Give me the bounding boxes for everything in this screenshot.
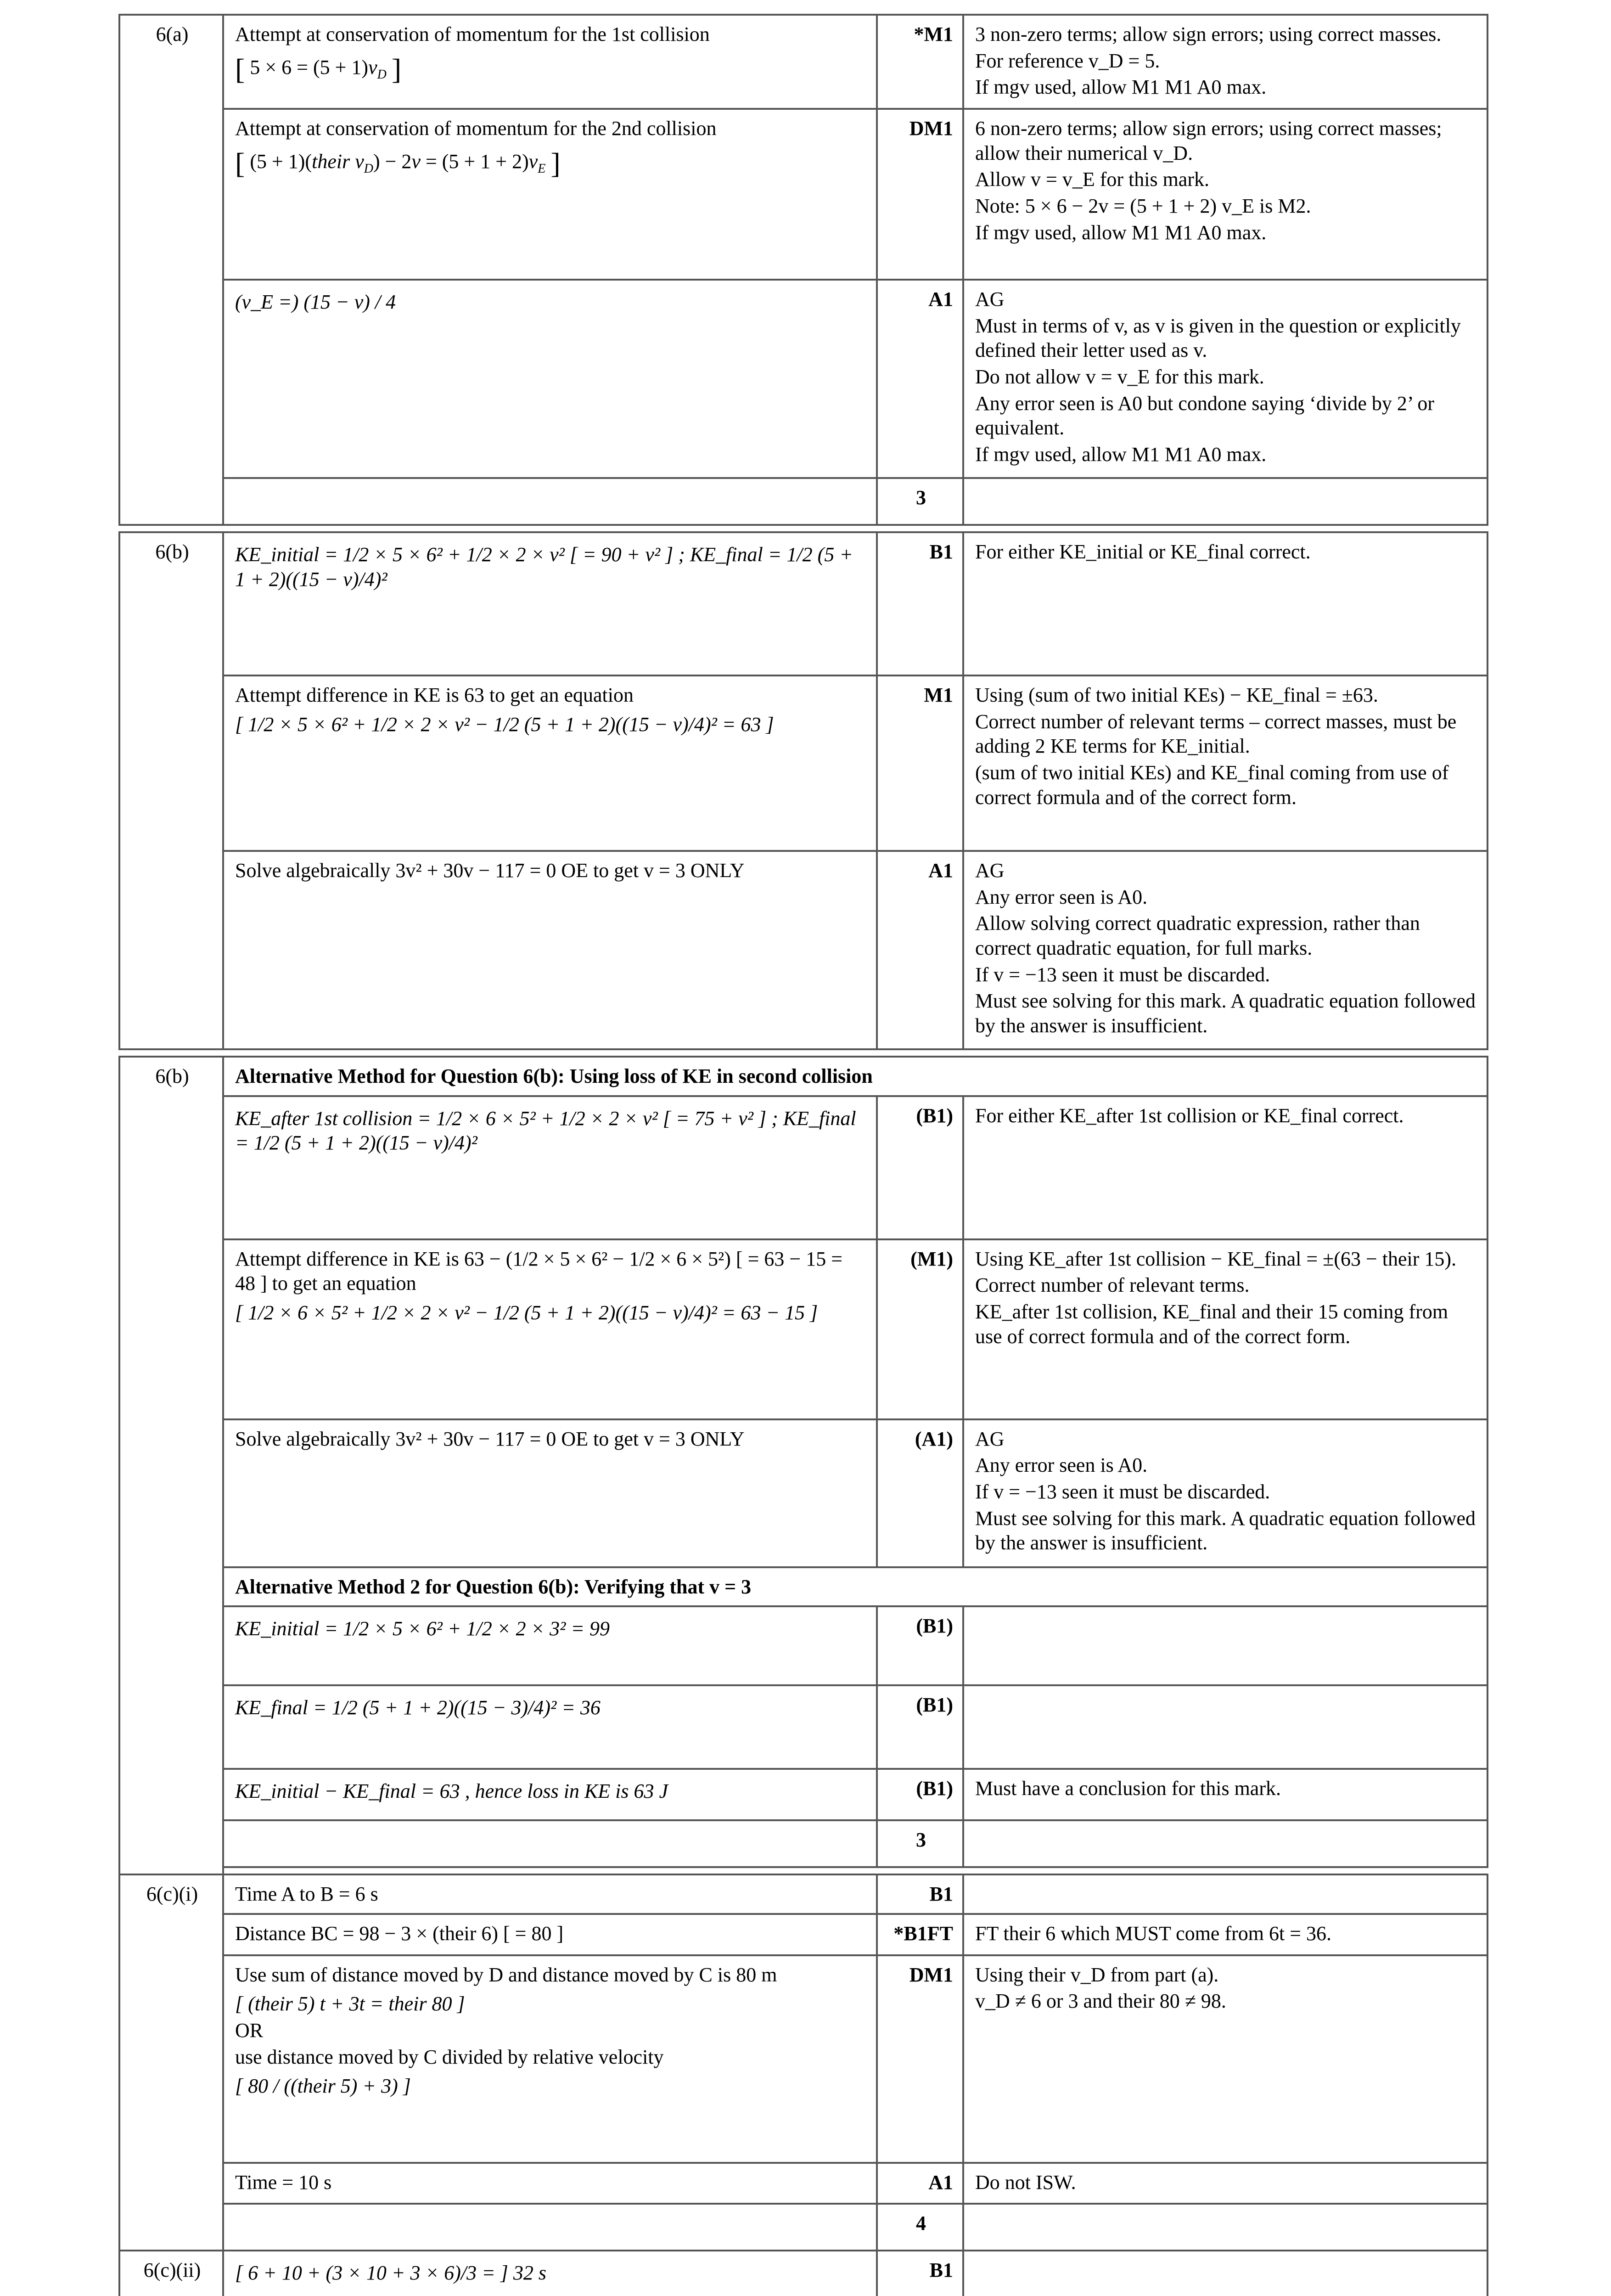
question-label: 6(c)(i): [119, 1874, 223, 2251]
total-cell: 4: [877, 2204, 963, 2251]
answer-text: Attempt difference in KE is 63 to get an equation: [235, 684, 634, 707]
answer-cell: [223, 1096, 877, 1239]
guidance-line: Must see solving for this mark. A quadratic equation followed by the answer is insufficient.: [975, 990, 1476, 1037]
guidance-line: v_D ≠ 6 or 3 and their 80 ≠ 98.: [975, 1990, 1226, 2013]
mark-cell: (A1): [877, 1419, 963, 1567]
answer-math: [ 1/2 × 6 × 5² + 1/2 × 2 × v² − 1/2 (5 + 1 + 2)((15 − v)/4)² = 63 − 15 ]: [235, 1301, 818, 1324]
guidance-line: Allow solving correct quadratic expression, rather than correct quadratic equation, for full marks.: [975, 912, 1420, 960]
guidance-cell: [963, 2204, 1488, 2251]
answer-math: [ (their 5) t + 3t = their 80 ]: [235, 1992, 465, 2015]
table-row: [119, 1239, 1488, 1419]
answer-math: KE_final = 1/2 (5 + 1 + 2)((15 − 3)/4)² = 36: [235, 1696, 601, 1719]
mark-cell: DM1: [877, 1955, 963, 2163]
guidance-line: Allow v = v_E for this mark.: [975, 168, 1209, 191]
guidance-line: Must have a conclusion for this mark.: [975, 1777, 1281, 1800]
guidance-line: Using KE_after 1st collision − KE_final = ±(63 − their 15).: [975, 1247, 1457, 1270]
question-label: 6(c)(ii): [119, 2251, 223, 2296]
guidance-cell: [963, 1419, 1488, 1567]
table-row: [119, 1057, 1488, 1096]
table-row: [119, 1769, 1488, 1820]
guidance-line: Correct number of relevant terms – correct masses, must be adding 2 KE terms for KE_initial.: [975, 710, 1457, 758]
answer-text: Use sum of distance moved by D and distance moved by C is 80 m: [235, 1963, 777, 1986]
guidance-line: If mgv used, allow M1 M1 A0 max.: [975, 76, 1267, 99]
answer-cell: [223, 1606, 877, 1685]
answer-cell: [223, 1685, 877, 1769]
mark-cell: (B1): [877, 1769, 963, 1820]
guidance-cell: [963, 1874, 1488, 1914]
answer-cell: [223, 15, 877, 109]
guidance-cell: [963, 532, 1488, 675]
mark-cell: *M1: [877, 15, 963, 109]
mark-cell: DM1: [877, 109, 963, 280]
guidance-line: AG: [975, 288, 1005, 311]
guidance-line: FT their 6 which MUST come from 6t = 36.: [975, 1922, 1332, 1945]
answer-math: [ $5 \times 6 = (5 + 1)v_D$ ]: [235, 52, 402, 85]
table-row: [119, 1820, 1488, 1867]
answer-cell: [223, 532, 877, 675]
mark-cell: (B1): [877, 1606, 963, 1685]
table-row: [119, 109, 1488, 280]
answer-cell: Distance BC = 98 − 3 × (their 6) [ = 80 ]: [223, 1914, 877, 1955]
answer-or: OR: [235, 2019, 264, 2042]
guidance-cell: [963, 15, 1488, 109]
guidance-line: If mgv used, allow M1 M1 A0 max.: [975, 221, 1267, 244]
table-row: [119, 1685, 1488, 1769]
answer-text: use distance moved by C divided by relative velocity: [235, 2045, 664, 2068]
table-row: [119, 1419, 1488, 1567]
table-row: [119, 1874, 1488, 1914]
guidance-line: (sum of two initial KEs) and KE_final coming from use of correct formula and of the correct form.: [975, 761, 1449, 809]
mark-cell: (M1): [877, 1239, 963, 1419]
question-label: 6(b): [119, 1057, 223, 1874]
answer-math: KE_initial = 1/2 × 5 × 6² + 1/2 × 2 × v² [ = 90 + v² ] ; KE_final = 1/2 (5 + 1 + 2)((15 − v)/4)²: [235, 543, 853, 591]
mark-cell: (B1): [877, 1685, 963, 1769]
total-cell: 3: [877, 1820, 963, 1867]
guidance-cell: [963, 1096, 1488, 1239]
mark-cell: A1: [877, 280, 963, 478]
guidance-cell: [963, 851, 1488, 1049]
guidance-line: For reference v_D = 5.: [975, 49, 1160, 72]
guidance-cell: [963, 1769, 1488, 1820]
question-label: 6(a): [119, 15, 223, 525]
guidance-cell: [963, 109, 1488, 280]
guidance-line: For either KE_after 1st collision or KE_final correct.: [975, 1104, 1404, 1127]
guidance-cell: [963, 1914, 1488, 1955]
mark-cell: B1: [877, 532, 963, 675]
table-row: [119, 2251, 1488, 2296]
answer-cell: [223, 280, 877, 478]
table-row: [119, 15, 1488, 109]
answer-cell: Time = 10 s: [223, 2163, 877, 2204]
guidance-line: Any error seen is A0 but condone saying ‘divide by 2’ or equivalent.: [975, 392, 1434, 439]
table-row: [119, 280, 1488, 478]
answer-cell: [223, 478, 877, 525]
table-row: [119, 1914, 1488, 1955]
guidance-cell: [963, 478, 1488, 525]
table-row: [119, 478, 1488, 525]
answer-text: Attempt difference in KE is 63 − (1/2 × 5 × 6² − 1/2 × 6 × 5²) [ = 63 − 15 = 48 ] to get an equation: [235, 1247, 843, 1295]
answer-text: Solve algebraically 3v² + 30v − 117 = 0 OE to get v = 3 ONLY: [235, 859, 745, 882]
guidance-cell: [963, 1820, 1488, 1867]
table-row: [119, 1955, 1488, 2163]
guidance-cell: [963, 675, 1488, 851]
guidance-cell: [963, 1955, 1488, 2163]
answer-math: KE_initial − KE_final = 63 , hence loss in KE is 63 J: [235, 1780, 668, 1803]
answer-math: KE_initial = 1/2 × 5 × 6² + 1/2 × 2 × 3² = 99: [235, 1617, 610, 1640]
guidance-line: Any error seen is A0.: [975, 885, 1148, 908]
mark-cell: A1: [877, 851, 963, 1049]
answer-cell: [223, 2204, 877, 2251]
mark-scheme-table: [118, 14, 1488, 2296]
answer-math: [ (5 + 1)(their $v_D) - 2v = (5 + 1 + 2)v_E$ ]: [235, 146, 561, 180]
mark-cell: B1: [877, 1874, 963, 1914]
guidance-line: If mgv used, allow M1 M1 A0 max.: [975, 443, 1267, 466]
mark-scheme-page: [118, 14, 1487, 2296]
answer-cell: [223, 675, 877, 851]
answer-math: KE_after 1st collision = 1/2 × 6 × 5² + 1/2 × 2 × v² [ = 75 + v² ] ; KE_final = 1/2 (5 + 1 + 2)((15 − v)/4)²: [235, 1107, 856, 1154]
question-label: 6(b): [119, 532, 223, 1049]
answer-math: [ 6 + 10 + (3 × 10 + 3 × 6)/3 = ] 32 s: [235, 2262, 547, 2285]
guidance-line: 3 non-zero terms; allow sign errors; using correct masses.: [975, 23, 1442, 45]
answer-text: Attempt at conservation of momentum for the 2nd collision: [235, 117, 717, 140]
guidance-line: If v = −13 seen it must be discarded.: [975, 963, 1270, 986]
guidance-cell: [963, 2163, 1488, 2204]
table-row: [119, 851, 1488, 1049]
table-row: [119, 1567, 1488, 1607]
guidance-line: AG: [975, 859, 1005, 882]
guidance-line: Any error seen is A0.: [975, 1454, 1148, 1477]
mark-cell: M1: [877, 675, 963, 851]
answer-math: [ 1/2 × 5 × 6² + 1/2 × 2 × v² − 1/2 (5 + 1 + 2)((15 − v)/4)² = 63 ]: [235, 713, 774, 736]
mark-cell: B1: [877, 2251, 963, 2296]
guidance-line: If v = −13 seen it must be discarded.: [975, 1480, 1270, 1503]
guidance-line: For either KE_initial or KE_final correct.: [975, 540, 1311, 563]
guidance-line: Correct number of relevant terms.: [975, 1274, 1250, 1297]
table-row: [119, 1606, 1488, 1685]
table-row: [119, 1096, 1488, 1239]
guidance-line: KE_after 1st collision, KE_final and their 15 coming from use of correct formula and of the correct form.: [975, 1300, 1448, 1348]
guidance-line: AG: [975, 1427, 1005, 1450]
answer-cell: [223, 1419, 877, 1567]
answer-text: Solve algebraically 3v² + 30v − 117 = 0 OE to get v = 3 ONLY: [235, 1427, 745, 1450]
mark-cell: (B1): [877, 1096, 963, 1239]
answer-cell: [223, 1820, 877, 1867]
guidance-cell: [963, 280, 1488, 478]
answer-math: [ 80 / ((their 5) + 3) ]: [235, 2075, 411, 2098]
answer-cell: [223, 1239, 877, 1419]
guidance-cell: [963, 1685, 1488, 1769]
guidance-line: Must see solving for this mark. A quadratic equation followed by the answer is insufficient.: [975, 1507, 1476, 1554]
answer-cell: Time A to B = 6 s: [223, 1874, 877, 1914]
guidance-cell: [963, 1606, 1488, 1685]
total-cell: 3: [877, 478, 963, 525]
guidance-line: Using (sum of two initial KEs) − KE_final = ±63.: [975, 684, 1378, 707]
guidance-line: 6 non-zero terms; allow sign errors; using correct masses; allow their numerical v_D.: [975, 117, 1442, 164]
answer-cell: [223, 1955, 877, 2163]
mark-cell: A1: [877, 2163, 963, 2204]
mark-cell: *B1FT: [877, 1914, 963, 1955]
guidance-line: Must in terms of v, as v is given in the question or explicitly defined their letter used as v.: [975, 314, 1461, 362]
guidance-cell: [963, 1239, 1488, 1419]
section-heading: Alternative Method 2 for Question 6(b): Verifying that v = 3: [223, 1567, 1488, 1607]
answer-text: Attempt at conservation of momentum for the 1st collision: [235, 23, 710, 45]
section-heading: Alternative Method for Question 6(b): Using loss of KE in second collision: [223, 1057, 1488, 1096]
guidance-line: Note: 5 × 6 − 2v = (5 + 1 + 2) v_E is M2.: [975, 195, 1311, 218]
guidance-cell: [963, 2251, 1488, 2296]
answer-cell: [223, 851, 877, 1049]
table-row: [119, 532, 1488, 675]
table-row: [119, 2204, 1488, 2251]
guidance-line: Do not ISW.: [975, 2171, 1076, 2194]
guidance-line: Do not allow v = v_E for this mark.: [975, 366, 1264, 388]
table-row: [119, 2163, 1488, 2204]
answer-math: (v_E =) (15 − v) / 4: [235, 291, 396, 314]
answer-cell: [223, 2251, 877, 2296]
answer-cell: [223, 1769, 877, 1820]
table-row: [119, 675, 1488, 851]
guidance-line: Using their v_D from part (a).: [975, 1963, 1219, 1986]
answer-cell: [223, 109, 877, 280]
